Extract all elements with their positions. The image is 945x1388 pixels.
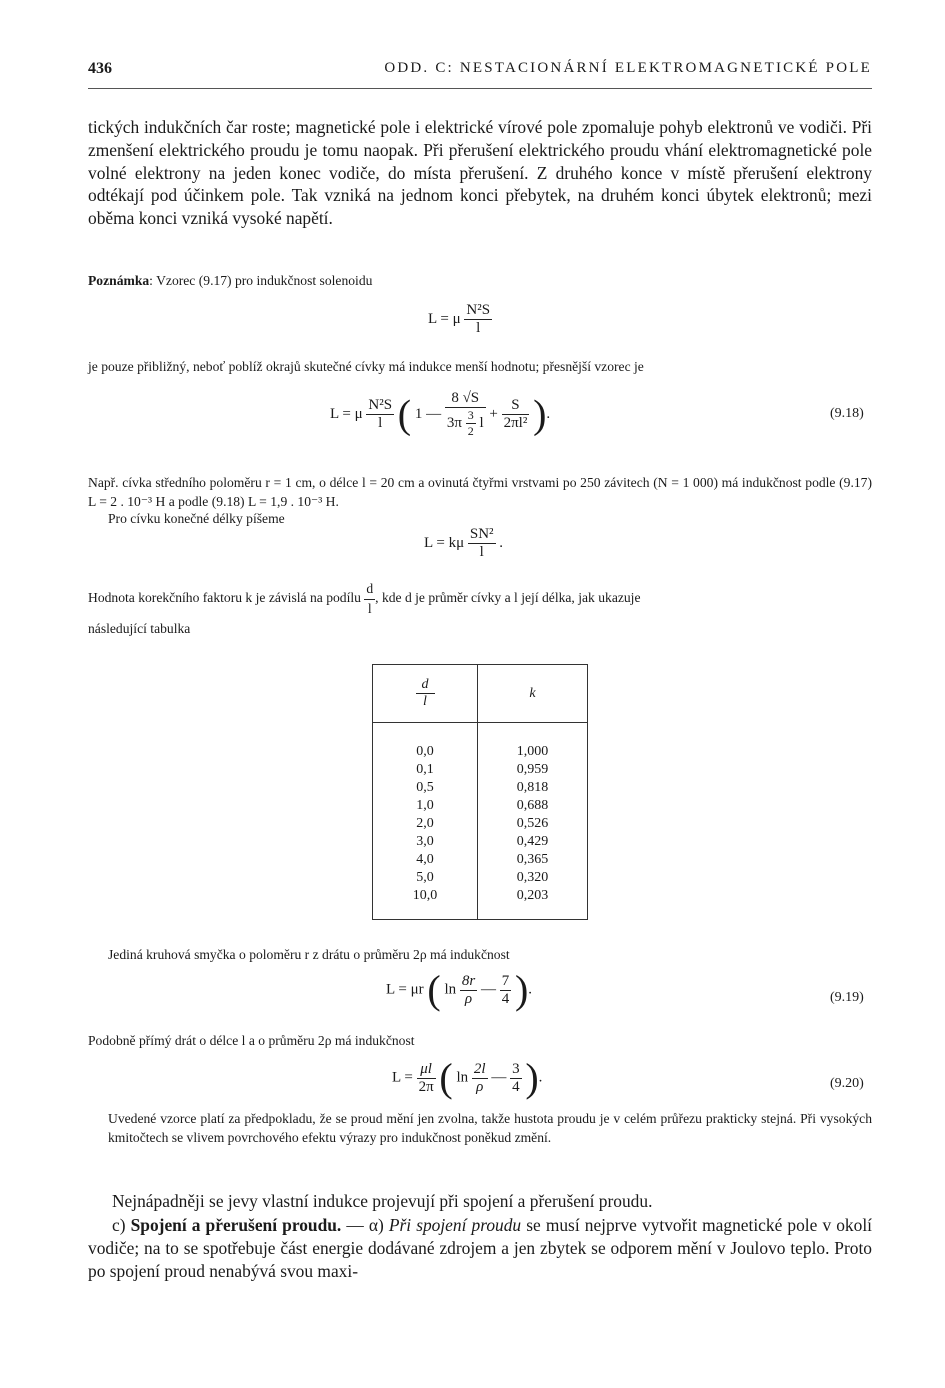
note-example: Např. cívka středního poloměru r = 1 cm, o délce l = 20 cm a ovinutá čtyřmi vrstvami po 250 závitech (N = 1 000) má indukčnost podle (9.17) L = 2 . 10⁻³ H a podle (9.18) L = 1,9 . 10⁻³ H. <box>88 475 872 509</box>
eq2-inner-den-frac-num: 3 <box>467 408 474 422</box>
eq20-frac0 <box>417 1061 436 1096</box>
eq2-inner-fraction <box>445 390 486 439</box>
section-c-dash: — α) <box>341 1215 389 1235</box>
equation-finite-coil <box>424 526 503 561</box>
eq2-inner-den-frac <box>466 408 476 439</box>
end-line-1: Nejnápadněji se jevy vlastní indukce projevují při spojení a přerušení proudu. <box>112 1191 653 1211</box>
eq20-left-paren: ( <box>439 1055 453 1100</box>
note-text-2: je pouze přibližný, neboť poblíž okrajů skutečné cívky má indukce menší hodnotu; přesnější vzorec je <box>88 359 644 374</box>
note-label: Poznámka <box>88 273 150 288</box>
eq20-frac1 <box>472 1061 488 1096</box>
eq3-numerator: SN² <box>469 526 494 542</box>
eq20-frac1-den: ρ <box>476 1078 484 1095</box>
eq2-inner-denominator <box>445 408 486 439</box>
section-c-rest: se musí nejprve vytvořit magnetické pole v okolí vodiče; na to se spotřebuje část energie dodávané zdrojem a jen zbytek se odporem mění v Joulovo teplo. Proto po spojení proud nenabývá svou maxi- <box>88 1215 872 1281</box>
eq2-fraction <box>366 397 394 432</box>
eq19-frac1-num: 8r <box>461 972 476 989</box>
equation-9-18 <box>330 390 550 439</box>
eq-number-9-18: (9.18) <box>830 406 864 421</box>
eq19-frac1 <box>460 973 477 1008</box>
eq20-frac0-num: μl <box>417 1061 436 1079</box>
table-data-row <box>373 723 588 920</box>
eq20-ln: ln <box>456 1069 469 1086</box>
eq2-left-paren: ( <box>397 391 412 437</box>
table-header-d: d <box>416 677 435 694</box>
header-rule <box>88 88 872 89</box>
eq19-frac2-den: 4 <box>501 990 510 1007</box>
eq20-minus: — <box>491 1069 507 1086</box>
eq3-lhs: L = kμ <box>424 534 465 551</box>
eq20-tail: . <box>538 1069 543 1086</box>
eq19-left-paren: ( <box>427 967 441 1012</box>
eq2-inner-den-frac-den: 2 <box>467 424 474 438</box>
section-c-label: c) <box>112 1215 131 1235</box>
table-header-dl <box>373 665 478 723</box>
section-c-italic: Při spojení proudu <box>388 1215 522 1235</box>
page-number: 436 <box>88 60 112 77</box>
equation-solenoid-approx <box>428 302 492 337</box>
eq2-inner-den-right: l <box>479 414 484 431</box>
eq2-right-paren: ) <box>533 391 547 437</box>
table-col-k-values: 1,000 0,959 0,818 0,688 0,526 0,429 0,365 0,320 0,203 <box>516 744 549 903</box>
assumption-paragraph: Uvedené vzorce platí za předpokladu, že se proud mění jen zvolna, takže hustota proudu je v celém průřezu prakticky stejná. Při vysokých kmitočtech se vlivem povrchového efektu výrazy pro indukčnost poněkud změní. <box>108 1111 872 1145</box>
eq19-ln: ln <box>444 981 457 998</box>
factor-text-a: Hodnota korekčního faktoru k je závislá na podílu <box>88 590 361 606</box>
page-header <box>88 60 872 84</box>
eq2-one-minus: 1 — <box>414 405 442 422</box>
eq19-minus: — <box>480 981 496 998</box>
eq19-frac2 <box>500 973 512 1008</box>
eq19-frac1-den: ρ <box>464 990 473 1007</box>
eq20-frac2-num: 3 <box>512 1060 520 1077</box>
table-header-k: k <box>478 665 588 723</box>
section-c-paragraph <box>88 1214 872 1282</box>
eq1-denominator: l <box>476 320 481 336</box>
eq2-plus: + <box>489 405 498 422</box>
factor-text <box>88 580 872 618</box>
eq2-numerator: N²S <box>368 397 393 413</box>
eq3-fraction <box>468 526 496 561</box>
eq19-frac2-num: 7 <box>501 972 510 989</box>
eq1-lhs: L = μ <box>428 310 461 327</box>
eq19-lhs: L = μr <box>386 981 424 998</box>
table-header-l: l <box>423 694 427 709</box>
equation-9-20 <box>392 1055 543 1100</box>
table-cell-k <box>478 723 588 920</box>
eq20-lhs: L = <box>392 1069 413 1086</box>
eq-number-9-19: (9.19) <box>830 990 864 1005</box>
eq3-tail: . <box>499 534 504 551</box>
factor-fraction <box>364 580 375 618</box>
eq2-s-numerator: S <box>502 397 530 415</box>
note-intro-text: : Vzorec (9.17) pro indukčnost solenoidu <box>149 273 373 288</box>
loop-text: Jediná kruhová smyčka o poloměru r z drátu o průměru 2ρ má indukčnost <box>108 947 510 962</box>
note-intro <box>88 272 872 291</box>
section-c-title: Spojení a přerušení proudu. <box>130 1215 342 1235</box>
factor-numerator: d <box>364 580 375 600</box>
eq20-right-paren: ) <box>525 1055 539 1100</box>
table-header-fraction <box>416 677 435 710</box>
running-title: ODD. C: NESTACIONÁRNÍ ELEKTROMAGNETICKÉ POLE <box>384 60 872 76</box>
eq20-frac0-den: 2π <box>418 1078 434 1095</box>
note-finite-coil: Pro cívku konečné délky píšeme <box>108 511 285 526</box>
eq1-fraction <box>464 302 492 337</box>
eq2-inner-den-left: 3π <box>446 414 462 431</box>
eq-number-9-20: (9.20) <box>830 1076 864 1091</box>
eq19-tail: . <box>528 981 533 998</box>
eq2-inner-numerator: 8 √S <box>445 390 486 408</box>
eq20-frac2-den: 4 <box>512 1078 520 1095</box>
eq2-dot: . <box>546 405 551 422</box>
eq2-s-denominator: 2πl² <box>503 415 528 431</box>
factor-text-b: , kde d je průměr cívky a l její délka, jak ukazuje <box>375 590 641 606</box>
intro-paragraph: tických indukčních čar roste; magnetické pole i elektrické vírové pole zpomaluje pohyb elektronů ve vodiči. Při zmenšení elektrického proudu je tomu naopak. Při přerušení elektrického proudu vhání elektromagnetické pole volné elektrony na jeden konec vodiče, do místa přerušení. Z druhého konce v místě přerušení elektrony odtékají pod účinkem pole. Tak vzniká na jednom konci přebytek, na druhém konci úbytek elektronů; mezi oběma konci vzniká vysoké napětí. <box>88 117 872 229</box>
wire-text: Podobně přímý drát o délce l a o průměru 2ρ má indukčnost <box>88 1033 415 1048</box>
eq20-frac1-num: 2l <box>473 1060 486 1077</box>
eq3-denominator: l <box>479 544 484 560</box>
table-cell-dl <box>373 723 478 920</box>
eq2-denominator: l <box>378 415 383 431</box>
eq1-numerator: N²S <box>466 302 491 318</box>
eq20-frac2 <box>510 1061 522 1096</box>
factor-text-c: následující tabulka <box>88 621 191 636</box>
eq2-s-fraction <box>502 397 530 432</box>
equation-9-19 <box>386 967 533 1012</box>
table-header-row <box>373 665 588 723</box>
table-col-dl-values: 0,0 0,1 0,5 1,0 2,0 3,0 4,0 5,0 10,0 <box>412 744 438 903</box>
eq19-right-paren: ) <box>514 967 529 1012</box>
correction-factor-table <box>372 664 588 920</box>
factor-denominator: l <box>367 600 372 616</box>
eq2-lhs: L = μ <box>330 405 363 422</box>
